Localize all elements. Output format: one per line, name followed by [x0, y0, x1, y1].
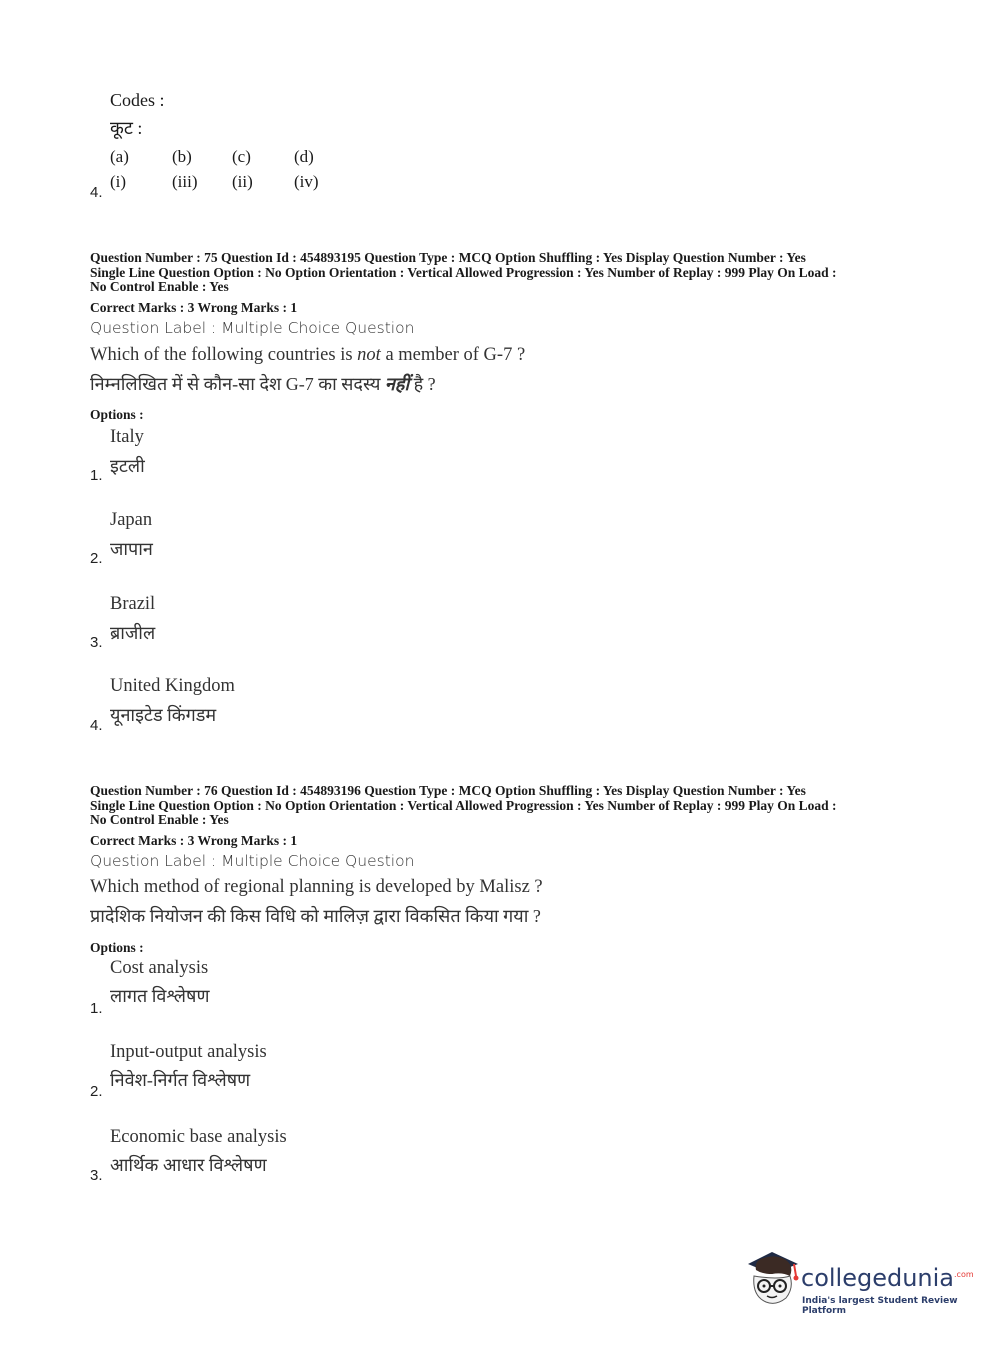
meta-line: No Control Enable : Yes	[90, 279, 229, 294]
meta-line: Single Line Question Option : No Option Orientation : Vertical Allowed Progression : Yes Number of Replay : 999 Play On Load :	[90, 797, 837, 813]
codes-header-row	[110, 147, 314, 167]
option-text[interactable]: Japan	[110, 510, 153, 530]
question-text: Which method of regional planning is developed by Malisz ?	[90, 877, 543, 897]
option-text[interactable]: Cost analysis	[110, 958, 209, 978]
option-text-hindi: आर्थिक आधार विश्लेषण	[110, 1155, 267, 1175]
option-text[interactable]: Economic base analysis	[110, 1127, 287, 1147]
question-meta	[90, 784, 920, 828]
codes-value-a: (i)	[110, 172, 127, 191]
option-number: 3.	[90, 1167, 103, 1184]
question-text	[90, 345, 525, 366]
question-text-hindi	[90, 372, 436, 396]
question-text-emphasis: not	[357, 345, 381, 365]
option-text-hindi: इटली	[110, 456, 145, 476]
codes-header-c: (c)	[232, 147, 251, 166]
meta-line: Single Line Question Option : No Option Orientation : Vertical Allowed Progression : Yes Number of Replay : 999 Play On Load :	[90, 264, 837, 280]
codes-title: Codes :	[110, 90, 165, 110]
meta-line: Question Number : 75 Question Id : 454893195 Question Type : MCQ Option Shuffling : Yes Display Question Number : Yes	[90, 250, 806, 265]
question-text-hindi: प्रादेशिक नियोजन की किस विधि को मालिज़ द्वारा विकसित किया गया ?	[90, 906, 541, 926]
codes-header-b: (b)	[172, 147, 192, 166]
option-text-hindi: यूनाइटेड किंगडम	[110, 705, 217, 725]
options-label: Options :	[90, 940, 144, 955]
option-number: 2.	[90, 550, 103, 567]
codes-value-d: (iv)	[294, 172, 319, 191]
question-hindi-emphasis: नहीं	[384, 374, 410, 394]
question-hindi-part: है ?	[409, 374, 436, 394]
option-text-hindi: जापान	[110, 539, 153, 559]
option-text-hindi: निवेश-निर्गत विश्लेषण	[110, 1070, 251, 1090]
option-number: 2.	[90, 1083, 103, 1100]
codes-value-row[interactable]	[110, 172, 319, 192]
question-label: Question Label : Multiple Choice Question	[90, 319, 415, 337]
option-text-hindi: ब्राजील	[110, 623, 156, 643]
option-text[interactable]: Brazil	[110, 594, 156, 614]
option-number: 3.	[90, 634, 103, 651]
option-number: 1.	[90, 467, 103, 484]
option-text[interactable]: Input-output analysis	[110, 1042, 267, 1062]
question-marks: Correct Marks : 3 Wrong Marks : 1	[90, 300, 298, 315]
options-label: Options :	[90, 407, 144, 422]
codes-value-b: (iii)	[172, 172, 198, 191]
codes-value-c: (ii)	[232, 172, 253, 191]
option-text[interactable]: United Kingdom	[110, 676, 235, 696]
option-number: 4.	[90, 717, 103, 734]
question-marks: Correct Marks : 3 Wrong Marks : 1	[90, 833, 298, 848]
question-text-part: a member of G-7 ?	[380, 345, 526, 365]
meta-line: No Control Enable : Yes	[90, 812, 229, 827]
codes-title-hindi: कूट :	[110, 118, 143, 138]
logo-tagline: India's largest Student Review Platform	[802, 1296, 958, 1316]
option-number: 1.	[90, 1000, 103, 1017]
option-number: 4.	[90, 184, 103, 201]
logo-wordmark[interactable]	[801, 1264, 974, 1292]
codes-header-d: (d)	[294, 147, 314, 166]
option-text[interactable]: Italy	[110, 427, 144, 447]
question-hindi-part: निम्नलिखित में से कौन-सा देश G-7 का सदस्य	[90, 374, 385, 394]
meta-line: Question Number : 76 Question Id : 454893196 Question Type : MCQ Option Shuffling : Yes Display Question Number : Yes	[90, 783, 806, 798]
logo-suffix: .com	[954, 1270, 974, 1279]
codes-header-a: (a)	[110, 147, 129, 166]
option-text-hindi: लागत विश्लेषण	[110, 986, 210, 1006]
question-text-part: Which of the following countries is	[90, 345, 358, 365]
question-meta	[90, 251, 920, 295]
logo-name: collegedunia	[801, 1264, 955, 1292]
question-label: Question Label : Multiple Choice Question	[90, 852, 415, 870]
logo-mascot-icon	[742, 1250, 802, 1310]
